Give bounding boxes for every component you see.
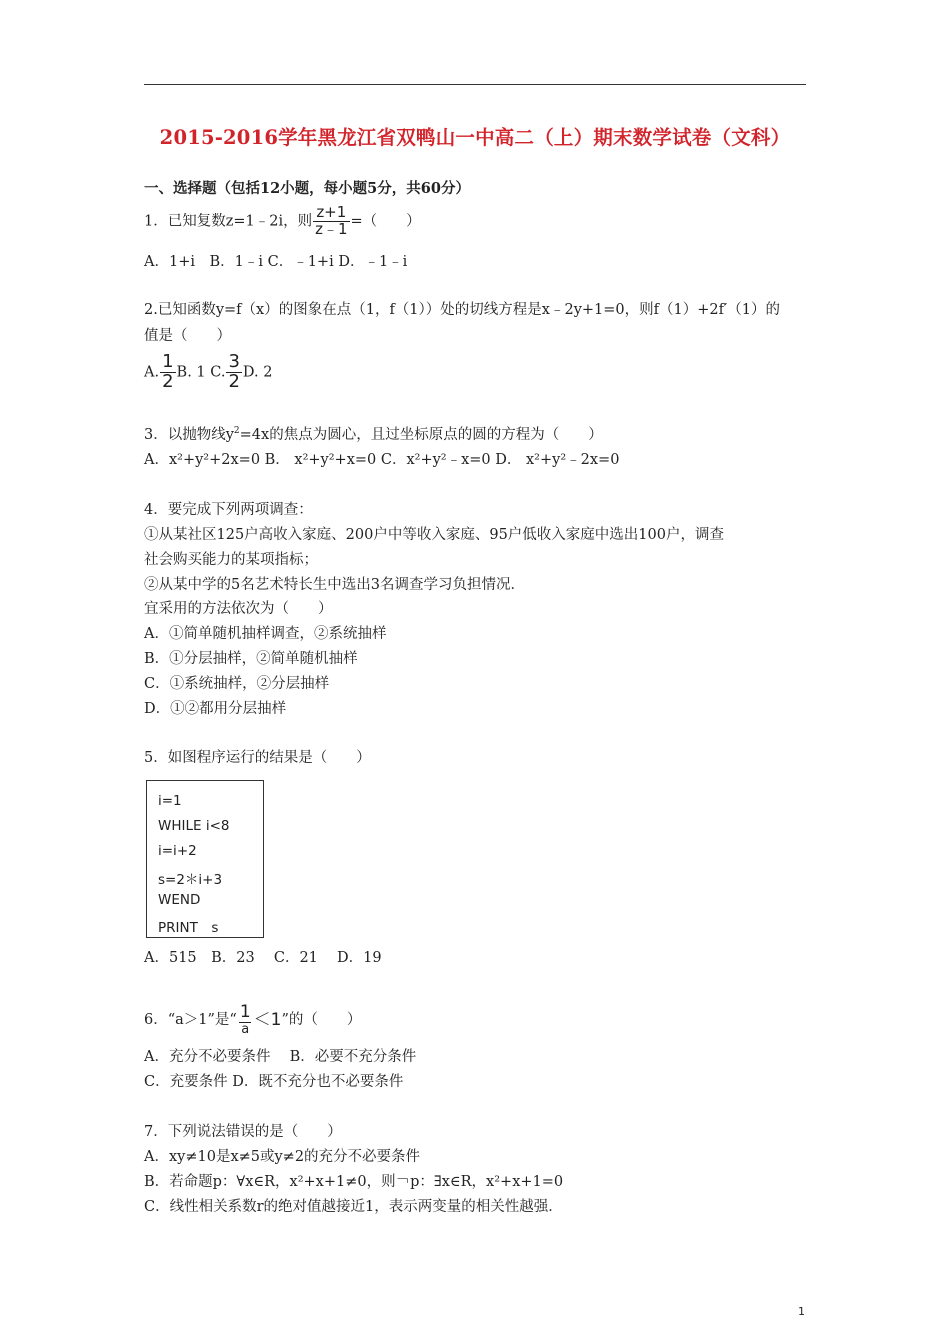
question-4-stem-line1: 4．要完成下列两项调查： (144, 502, 313, 518)
question-4-stem-line3: 社会购买能力的某项指标； (144, 552, 318, 568)
page-number: 1 (798, 1305, 805, 1318)
fraction: $\frac{z+1}{z﹣1}$ (315, 203, 348, 238)
code-line: i=1 (158, 793, 182, 809)
question-1-stem: 1．已知复数z=1﹣2i，则 $\frac{z+1}{z﹣1}$ =（ ） (144, 203, 421, 238)
question-2-options: A. $\frac{1}{2}$ B. 1 C. $\frac{3}{2}$ D. 2 (144, 351, 273, 392)
question-3-stem: 3．以抛物线$y^2=4x$的焦点为圆心，且过坐标原点的圆的方程为（ ） (144, 426, 603, 443)
exam-title: 2015-2016学年黑龙江省双鸭山一中高二（上）期末数学试卷（文科） (159, 126, 791, 149)
question-4-stem-line2: ①从某社区125户高收入家庭、200户中等收入家庭、95户低收入家庭中选出100户，调查 (144, 527, 724, 543)
code-line: WHILE i<8 (158, 818, 230, 834)
question-5-options: A．515 B．23 C．21 D．19 (144, 950, 382, 966)
fraction: $\frac{3}{2}$ (228, 351, 240, 392)
code-line: WEND (158, 892, 201, 908)
question-4-stem-line5: 宜采用的方法依次为（ ） (144, 601, 333, 617)
fraction: $\frac{1}{a}$ (239, 1002, 251, 1037)
question-6-stem: 6．“a＞1”是“ $\frac{1}{a}$ ＜1”的（ ） (144, 1002, 362, 1037)
code-line: i=i+2 (158, 843, 197, 859)
question-4-option-a: A．①简单随机抽样调查，②系统抽样 (144, 626, 387, 642)
question-4-option-d: D．①②都用分层抽样 (144, 701, 287, 717)
question-4-option-b: B．①分层抽样，②简单随机抽样 (144, 651, 358, 667)
header-rule (144, 84, 806, 85)
code-line: s=2＊i+3 (158, 872, 223, 888)
question-3-options: A．x²+y²+2x=0 B． x²+y²+x=0 C．x²+y²﹣x=0 D． x²+y²﹣2x=0 (144, 452, 620, 468)
code-line: PRINT s (158, 920, 219, 936)
question-5-stem: 5．如图程序运行的结果是（ ） (144, 750, 371, 766)
question-4-option-c: C．①系统抽样，②分层抽样 (144, 676, 330, 692)
question-4-stem-line4: ②从某中学的5名艺术特长生中选出3名调查学习负担情况． (144, 577, 525, 593)
question-6-options-cd: C．充要条件 D．既不充分也不必要条件 (144, 1074, 404, 1090)
question-1-options: A．1+i B．1﹣i C．﹣1+i D．﹣1﹣i (144, 254, 408, 270)
question-7-stem: 7．下列说法错误的是（ ） (144, 1124, 342, 1140)
question-7-option-b: B．若命题p：∀x∈R，x²+x+1≠0，则￢p：∃x∈R，x²+x+1=0 (144, 1174, 564, 1190)
question-2-stem-line2: 值是（ ） (144, 328, 231, 344)
program-code-box (146, 780, 264, 938)
question-7-option-a: A．xy≠10是x≠5或y≠2的充分不必要条件 (144, 1149, 421, 1165)
question-2-stem-line1: 2.已知函数y=f（x）的图象在点（1，f（1））处的切线方程是x﹣2y+1=0，则f（1）+2f′（1）的 (144, 302, 780, 318)
section-heading: 一、选择题（包括12小题，每小题5分，共60分） (144, 180, 470, 197)
question-7-option-c: C．线性相关系数r的绝对值越接近1，表示两变量的相关性越强． (144, 1199, 563, 1215)
fraction: $\frac{1}{2}$ (162, 351, 174, 392)
question-6-options-ab: A．充分不必要条件 B．必要不充分条件 (144, 1049, 417, 1065)
